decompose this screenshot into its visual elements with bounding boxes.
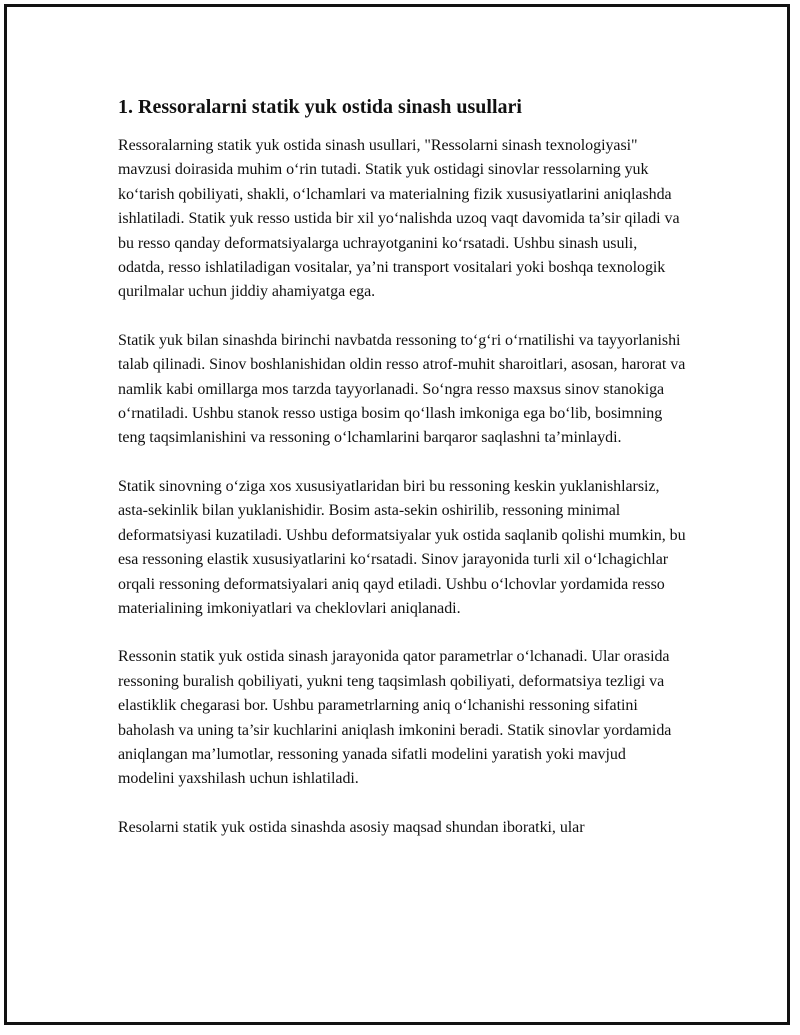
paragraph-1: Ressoralarning statik yuk ostida sinash usullari, "Ressolarni sinash texnologiyasi" mavzusi doirasida muhim o‘rin tutadi. Statik yuk ostidagi sinovlar ressolarning yuk ko‘tarish qobiliyati, shakli, o‘lchamlari va materialning fizik xususiyatlarini aniqlashda ishlatiladi. Statik yuk resso ustida bir xil yo‘nalishda uzoq vaqt davomida ta’sir qiladi va bu resso qanday deformatsiyalarga uchrayotganini ko‘rsatadi. Ushbu sinash usuli, odatda, resso ishlatiladigan vositalar, ya’ni transport vositalari yoki boshqa texnologik qurilmalar uchun jiddiy ahamiyatga ega. (118, 137, 680, 301)
paragraph-2: Statik yuk bilan sinashda birinchi navbatda ressoning to‘g‘ri o‘rnatilishi va tayyorlanishi talab qilinadi. Sinov boshlanishidan oldin resso atrof-muhit sharoitlari, asosan, harorat va namlik kabi omillarga mos tarzda tayyorlanadi. So‘ngra resso maxsus sinov stanokiga o‘rnatiladi. Ushbu stanok resso ustiga bosim qo‘llash imkoniga ega bo‘lib, bosimning teng taqsimlanishini va ressoning o‘lchamlarini barqaror saqlashni ta’minlaydi. (118, 331, 686, 447)
paragraph-3: Statik sinovning o‘ziga xos xususiyatlaridan biri bu ressoning keskin yuklanishlarsiz, asta-sekinlik bilan yuklanishidir. Bosim asta-sekin oshirilib, ressoning minimal deformatsiyasi kuzatiladi. Ushbu deformatsiyalar yuk ostida saqlanib qolishi mumkin, bu esa ressoning elastik xususiyatlarini ko‘rsatadi. Sinov jarayonida turli xil o‘lchagichlar orqali ressoning deformatsiyalari aniq qayd etiladi. Ushbu o‘lchovlar yordamida resso materialining imkoniyatlari va cheklovlari aniqlanadi. (118, 477, 686, 617)
paragraph-5: Resolarni statik yuk ostida sinashda asosiy maqsad shundan iboratki, ular (118, 818, 585, 836)
document-body (118, 94, 686, 864)
section-heading: 1. Ressoralarni statik yuk ostida sinash usullari (118, 96, 522, 118)
paragraph-4: Ressonin statik yuk ostida sinash jarayonida qator parametrlar o‘lchanadi. Ular orasida ressoning buralish qobiliyati, yukni teng taqsimlash qobiliyati, deformatsiya tezligi va elastiklik chegarasi bor. Ushbu parametrlarning aniq o‘lchanishi ressoning sifatini baholash va uning ta’sir kuchlarini aniqlash imkonini beradi. Statik sinovlar yordamida aniqlangan ma’lumotlar, ressoning yanada sifatli modelini yaratish yoki mavjud modelini yaxshilash uchun ishlatiladi. (118, 648, 672, 788)
